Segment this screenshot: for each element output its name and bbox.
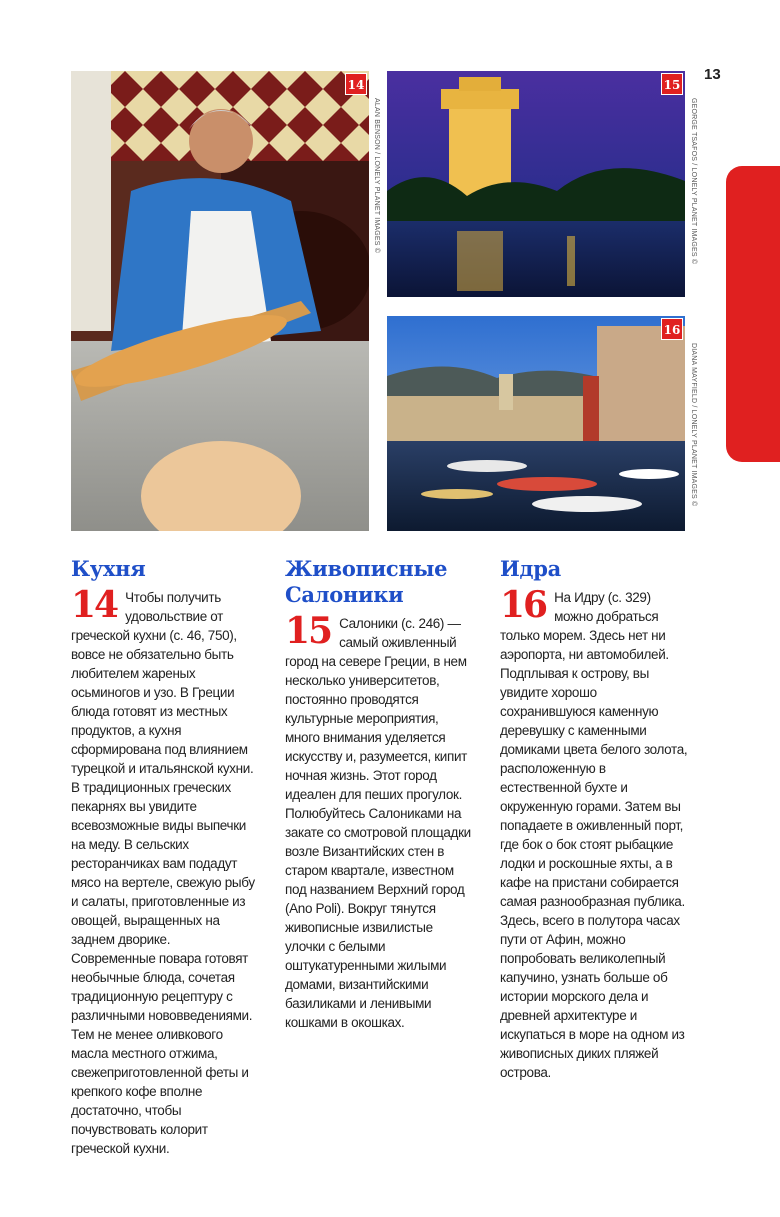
section-hydra [500,556,688,1082]
photo-credit: ALAN BENSON / LONELY PLANET IMAGES © [373,98,380,254]
section-body [71,584,257,1158]
section-cuisine [71,556,257,1158]
section-body [500,584,688,1082]
section-title: Кухня [71,556,146,581]
section-body [285,610,471,1032]
photo-white-tower [387,71,685,297]
photo-badge: 14 [345,73,367,95]
section-title: Идра [500,556,561,581]
section-number: 14 [71,584,118,626]
section-text: Салоники (с. 246) — самый оживленный город на севере Греции, в нем несколько университетов, постоянно проводятся культурные мероприятия, много внимания уделяется искусству и, разумеется, кипит ночная жизнь. Этот город идеален для пеших прогулок. Полюбуйтесь Салониками на закате со смотровой площадки возле Византийских стен в старом квартале, известном под названием Верхний город (Ano Poli). Вокруг тянутся живописные извилистые улочки с белыми оштукатуренными жилыми домами, византийскими базиликами и ленивыми кошками в окошках. [285,616,471,1030]
page-number: 13 [704,66,721,83]
section-text: Чтобы получить удовольствие от греческой кухни (с. 46, 750), вовсе не обязательно быть любителем жареных осьминогов и узо. В Греции блюда готовят из местных продуктов, а кухня сформирована под влиянием турецкой и итальянской кухни. В традиционных греческих пекарнях вы увидите всевозможные виды выпечки на меду. В сельских ресторанчиках вам подадут мясо на вертеле, свежую рыбу и салаты, приготовленные из овощей, выращенных на заднем дворике. Современные повара готовят необычные блюда, сочетая традиционную рецептуру с различными нововведениями. Тем не менее оливкового масла местного отжима, свежеприготовленной феты и крепкого кофе вполне достаточно, чтобы почувствовать колорит греческой кухни. [71,590,255,1156]
chapter-tab [726,166,780,462]
section-number: 16 [500,584,547,626]
photo-credit: GEORGE TSAFOS / LONELY PLANET IMAGES © [690,98,697,265]
section-title: Живописные Салоники [285,556,448,607]
photo-badge: 15 [661,73,683,95]
photo-badge: 16 [661,318,683,340]
section-thessaloniki [285,556,471,1032]
photo-credit: DIANA MAYFIELD / LONELY PLANET IMAGES © [690,343,697,507]
section-number: 15 [285,610,332,652]
photo-baker [71,71,369,531]
section-text: На Идру (с. 329) можно добраться только морем. Здесь нет ни аэропорта, ни автомобилей. Подплывая к острову, вы увидите хорошо сохранившуюся каменную деревушку с каменными домиками цвета белого золота, расположенную в естественной бухте и окруженную горами. Затем вы попадаете в оживленный порт, где бок о бок стоят рыбацкие лодки и роскошные яхты, а в кафе на пристани собирается самая разнообразная публика. Здесь, всего в полутора часах пути от Афин, можно попробовать великолепный капучино, узнать больше об истории морского дела и древней архитектуре и искупаться в море на одном из живописных диких пляжей острова. [500,590,688,1080]
photo-hydra [387,316,685,531]
